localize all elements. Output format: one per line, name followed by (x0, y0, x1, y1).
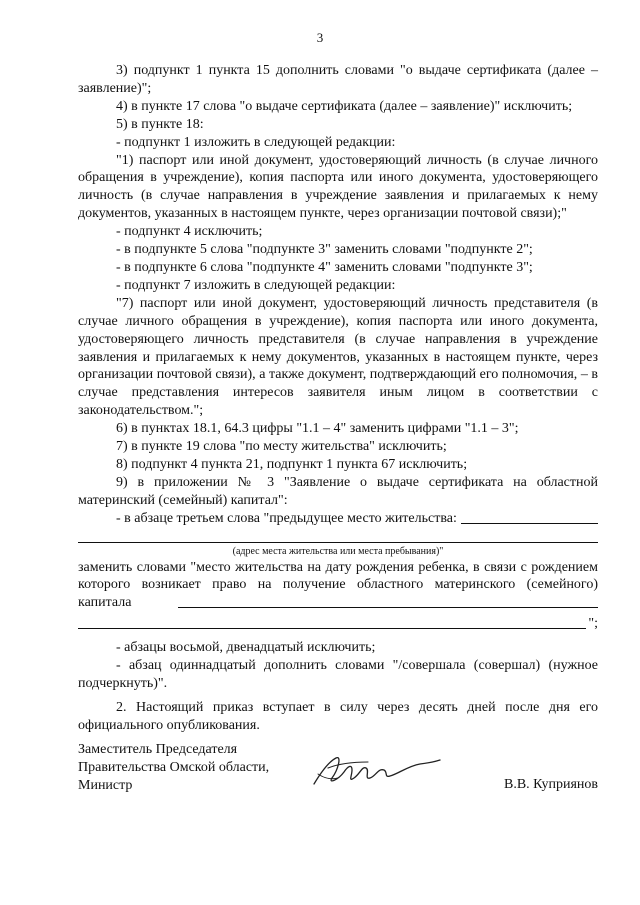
closing-quote: "; (588, 616, 598, 632)
paragraph-abzac-3 (78, 510, 598, 528)
paragraph-final: 2. Настоящий приказ вступает в силу через десять дней после дня его официального опубликования. (78, 699, 598, 733)
paragraph-abzac-3-text: - в абзаце третьем слова "предыдущее место жительства: (116, 510, 457, 526)
paragraph-item-6: 6) в пунктах 18.1, 64.3 цифры "1.1 – 4" заменить цифрами "1.1 – 3"; (116, 421, 519, 437)
handwritten-signature (308, 744, 448, 796)
paragraph-abzac-11: - абзац одиннадцатый дополнить словами "/совершала (совершал) (нужное подчеркнуть)". (78, 658, 598, 691)
paragraph-item-8: 8) подпункт 4 пункта 21, подпункт 1 пункта 67 исключить; (116, 456, 468, 472)
paragraph-item-9: 9) в приложении № 3 "Заявление о выдаче сертификата на областной материнский (семейный) капитал": (78, 474, 598, 508)
fill-line (78, 616, 586, 629)
paragraph-item-7: 7) в пункте 19 слова "по месту жительства" исключить; (116, 439, 447, 455)
paragraph-quote-1: "1) паспорт или иной документ, удостоверяющий личность (в случае личного обращения в учреждение), копия паспорта или иного документа, удостоверяющего личность (в случае направления в учреждение заявления и прилагаемых к нему документов, указанных в настоящем пункте, через организации почтовой связи);" (78, 152, 598, 222)
paragraph-quote-7: "7) паспорт или иной документ, удостоверяющий личность представителя (в случае личного обращения в учреждение), копия паспорта или иного документа, удостоверяющего личность представителя (в случае направления в учреждение заявления и прилагаемых к нему документов, указанных в настоящем пункте, через организации почтовой связи), а также документ, подтверждающий его полномочия, – в случае представления интересов заявителя иным лицом в соответствии с законодательством."; (78, 295, 598, 419)
paragraph-item-4: 4) в пункте 17 слова "о выдаче сертификата (далее – заявление)" исключить; (116, 98, 573, 114)
paragraph-subitem-5: - в подпункте 5 слова "подпункте 3" заменить словами "подпункте 2"; (116, 242, 533, 258)
address-fill-line (78, 528, 598, 543)
paragraph-item-3: 3) подпункт 1 пункта 15 дополнить словами "о выдаче сертификата (далее – заявление)"; (78, 63, 598, 96)
closing-fill-row (78, 615, 598, 633)
signatory-title (78, 741, 269, 795)
paragraph-subitem-4: - подпункт 4 исключить; (116, 224, 263, 240)
paragraph-subitem-1: - подпункт 1 изложить в следующей редакции: (116, 134, 396, 150)
paragraph-abzac-8-12: - абзацы восьмой, двенадцатый исключить; (116, 640, 376, 656)
paragraph-subitem-6: - в подпункте 6 слова "подпункте 4" заменить словами "подпункте 3"; (116, 259, 533, 275)
page-number: 3 (316, 30, 324, 45)
paragraph-item-5: 5) в пункте 18: (116, 116, 204, 132)
paragraph-subitem-7: - подпункт 7 изложить в следующей редакции: (116, 277, 396, 293)
signatory-name: В.В. Куприянов (504, 777, 598, 792)
signatory-title-line3: Министр (78, 778, 133, 793)
document-body (78, 62, 598, 735)
capital-fill-row (78, 595, 598, 612)
signatory-title-line2: Правительства Омской области, (78, 760, 270, 775)
paragraph-replacement-text: заменить словами "место жительства на дату рождения ребенка, в связи с рождением которого возникает право на получение областного материнского (семейного) капитала (78, 559, 598, 611)
address-caption: (адрес места жительства или места пребывания)" (232, 545, 444, 557)
fill-line (461, 511, 598, 524)
signatory-title-line1: Заместитель Председателя (78, 742, 238, 757)
fill-line (178, 595, 598, 608)
